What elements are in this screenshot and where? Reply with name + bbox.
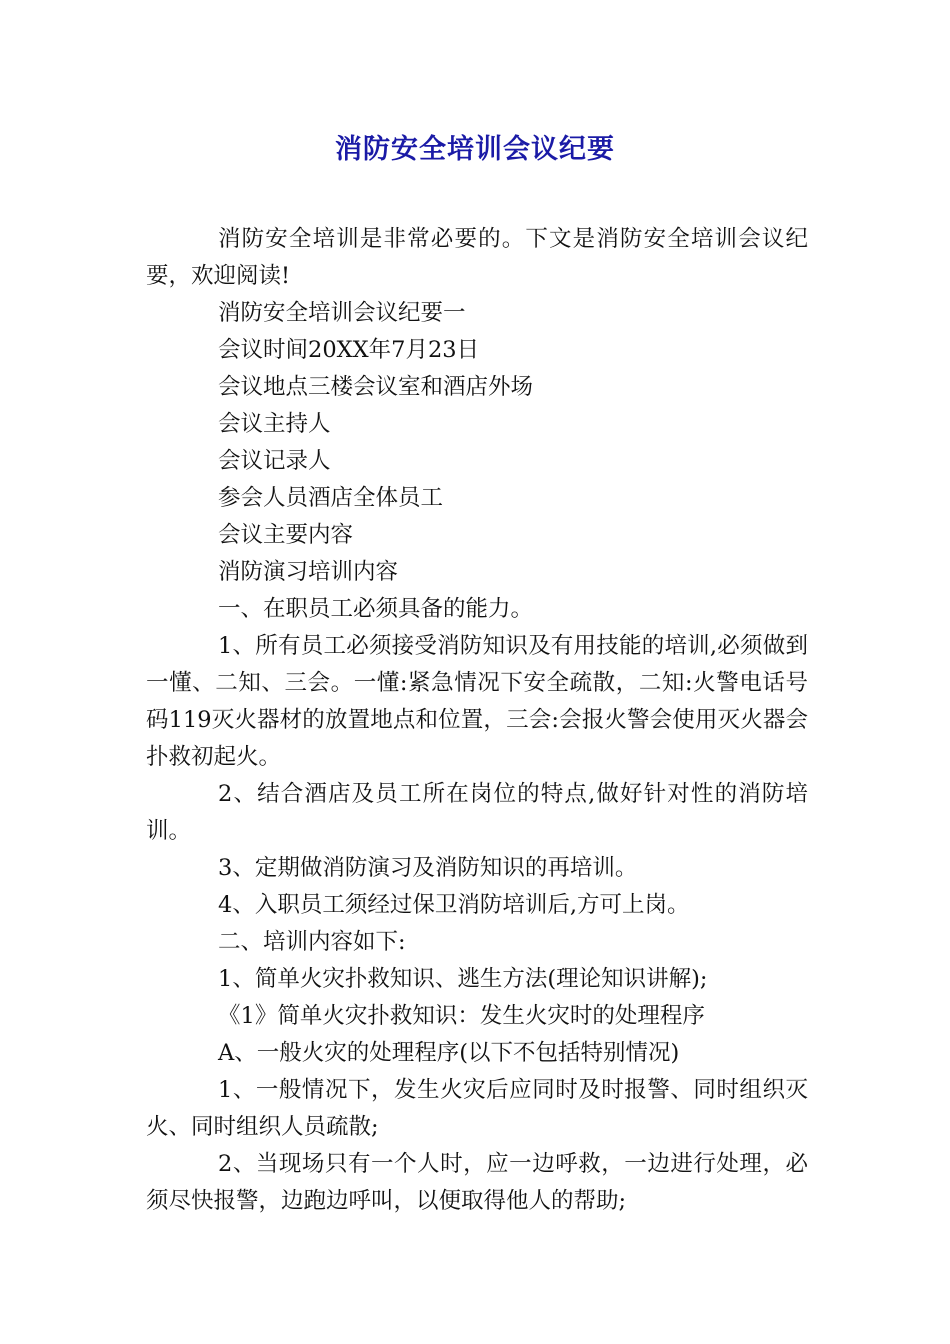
- paragraph-procedure-item-2: 2、当现场只有一个人时，应一边呼救，一边进行处理，必须尽快报警，边跑边呼叫，以便取得他人的帮助;: [146, 1151, 808, 1214]
- paragraph-section-heading: 消防安全培训会议纪要一: [218, 300, 466, 326]
- paragraph-abilities-heading: 一、在职员工必须具备的能力。: [218, 596, 534, 622]
- paragraph-intro: 消防安全培训是非常必要的。下文是消防安全培训会议纪要，欢迎阅读!: [146, 226, 808, 289]
- paragraph-meeting-location: 会议地点三楼会议室和酒店外场: [218, 374, 534, 400]
- paragraph-meeting-recorder: 会议记录人: [218, 448, 331, 474]
- paragraph-item-4: 4、入职员工须经过保卫消防培训后,方可上岗。: [218, 892, 690, 918]
- paragraph-procedure-heading: A、一般火灾的处理程序(以下不包括特别情况): [218, 1040, 680, 1066]
- paragraph-training-heading: 二、培训内容如下:: [218, 929, 406, 955]
- paragraph-main-content: 会议主要内容: [218, 522, 354, 548]
- paragraph-meeting-time: 会议时间20XX年7月23日: [218, 337, 480, 363]
- document-title: 消防安全培训会议纪要: [335, 134, 615, 165]
- paragraph-participants: 参会人员酒店全体员工: [218, 485, 444, 511]
- paragraph-item-3: 3、定期做消防演习及消防知识的再培训。: [218, 855, 638, 881]
- document-body: [146, 221, 808, 1220]
- paragraph-meeting-host: 会议主持人: [218, 411, 331, 437]
- paragraph-subheading-1: 《1》简单火灾扑救知识：发生火灾时的处理程序: [218, 1003, 705, 1029]
- paragraph-item-2: 2、结合酒店及员工所在岗位的特点,做好针对性的消防培训。: [146, 781, 808, 844]
- paragraph-drill-content: 消防演习培训内容: [218, 559, 399, 585]
- paragraph-procedure-item-1: 1、一般情况下，发生火灾后应同时及时报警、同时组织灭火、同时组织人员疏散;: [146, 1077, 808, 1140]
- paragraph-item-1: 1、所有员工必须接受消防知识及有用技能的培训,必须做到一懂、二知、三会。一懂:紧急情况下安全疏散，二知:火警电话号码119灭火器材的放置地点和位置，三会:会报火警会使用灭火器会扑救初起火。: [146, 633, 808, 770]
- paragraph-training-item-1: 1、简单火灾扑救知识、逃生方法(理论知识讲解);: [218, 966, 708, 992]
